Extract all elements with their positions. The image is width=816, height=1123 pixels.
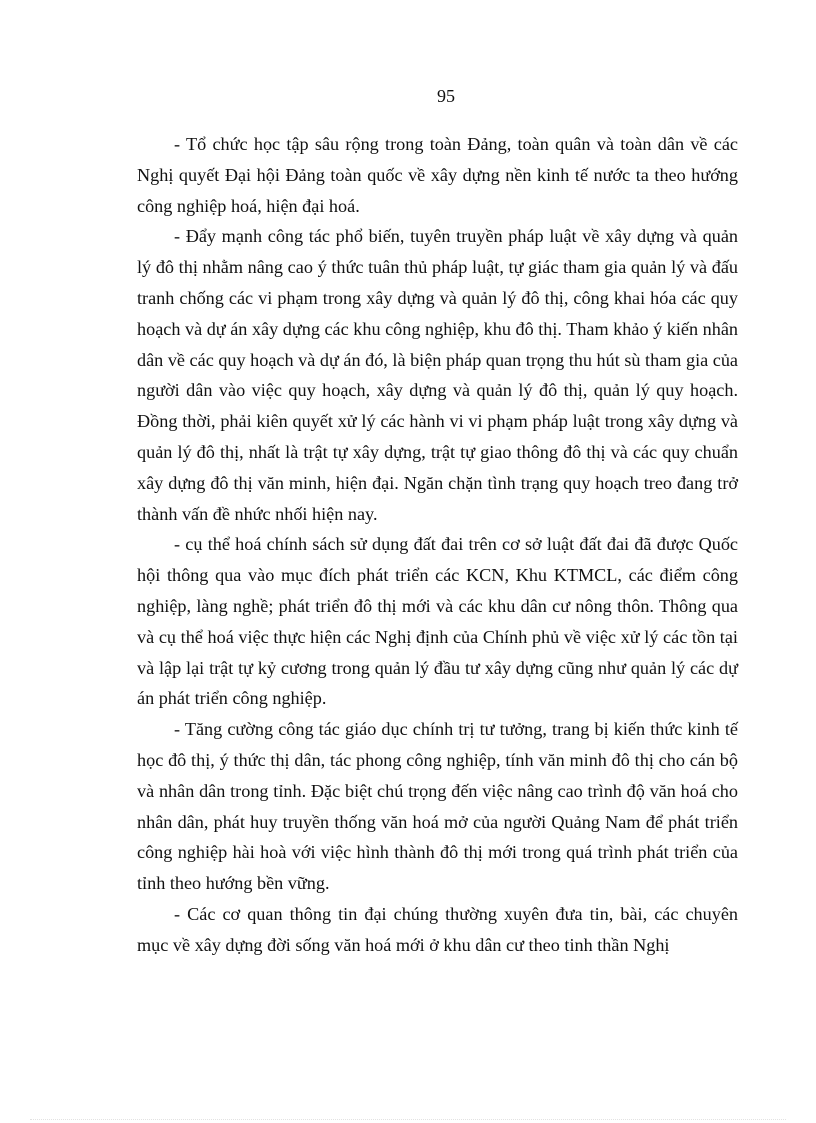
- paragraph-study-resolutions: - Tổ chức học tập sâu rộng trong toàn Đảng, toàn quân và toàn dân về các Nghị quyết Đại hội Đảng toàn quốc về xây dựng nền kinh tế nước ta theo hướng công nghiệp hoá, hiện đại hoá.: [137, 134, 738, 216]
- body-text: [137, 129, 738, 961]
- page-bottom-rule: [30, 1119, 786, 1120]
- page-number: 95: [437, 86, 455, 106]
- paragraph-land-use-policy: - cụ thể hoá chính sách sử dụng đất đai trên cơ sở luật đất đai đã được Quốc hội thông qua vào mục đích phát triển các KCN, Khu KTMCL, các điểm công nghiệp, làng nghề; phát triển đô thị mới và các khu dân cư nông thôn. Thông qua và cụ thể hoá việc thực hiện các Nghị định của Chính phủ về việc xử lý các tồn tại và lập lại trật tự kỷ cương trong quản lý đầu tư xây dựng cũng như quản lý các dự án phát triển công nghiệp.: [137, 534, 738, 709]
- paragraph-urban-law-propaganda: - Đẩy mạnh công tác phổ biến, tuyên truyền pháp luật về xây dựng và quản lý đô thị nhằm nâng cao ý thức tuân thủ pháp luật, tự giác tham gia quản lý và đấu tranh chống các vi phạm trong xây dựng và quản lý đô thị, công khai hóa các quy hoạch và dự án xây dựng các khu công nghiệp, khu đô thị. Tham khảo ý kiến nhân dân về các quy hoạch và dự án đó, là biện pháp quan trọng thu hút sù tham gia của người dân vào việc quy hoạch, xây dựng và quản lý đô thị, quản lý quy hoạch. Đồng thời, phải kiên quyết xử lý các hành vi vi phạm pháp luật trong xây dựng và quản lý đô thị, nhất là trật tự xây dựng, trật tự giao thông đô thị và các quy chuẩn xây dựng đô thị văn minh, hiện đại. Ngăn chặn tình trạng quy hoạch treo đang trở thành vấn đề nhức nhối hiện nay.: [137, 226, 738, 524]
- paragraph-mass-media: - Các cơ quan thông tin đại chúng thường xuyên đưa tin, bài, các chuyên mục về xây dựng đời sống văn hoá mới ở khu dân cư theo tinh thần Nghị: [137, 903, 738, 955]
- paragraph-political-education: - Tăng cường công tác giáo dục chính trị tư tưởng, trang bị kiến thức kinh tế học đô thị, ý thức thị dân, tác phong công nghiệp, tính văn minh đô thị cho cán bộ và nhân dân trong tỉnh. Đặc biệt chú trọng đến việc nâng cao trình độ văn hoá cho nhân dân, phát huy truyền thống văn hoá mở của người Quảng Nam để phát triển công nghiệp hài hoà với việc hình thành đô thị mới trong quá trình phát triển của tỉnh theo hướng bền vững.: [137, 719, 738, 894]
